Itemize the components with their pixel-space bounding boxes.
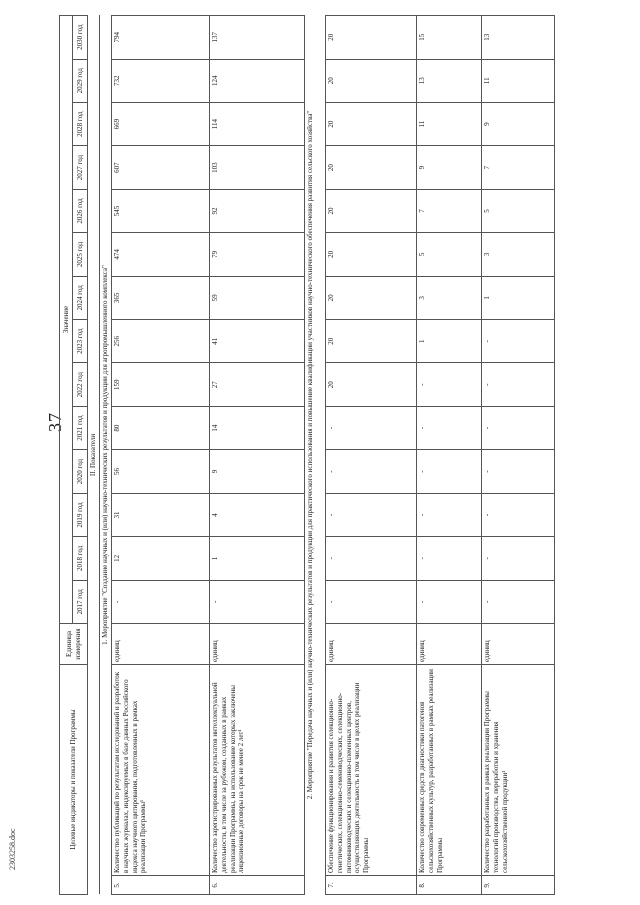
value-cell: 124 — [210, 59, 305, 102]
value-cell: - — [417, 580, 482, 623]
value-cell: 137 — [210, 16, 305, 60]
value-cell: 1 — [210, 537, 305, 580]
indicator-unit: единиц — [210, 624, 305, 665]
value-cell: 20 — [326, 59, 417, 102]
header-value: Значение — [60, 16, 73, 624]
year-header: 2029 год — [73, 59, 88, 102]
year-header: 2026 год — [73, 189, 88, 232]
indicator-unit: единиц — [326, 624, 417, 665]
value-cell: 31 — [112, 493, 210, 536]
indicator-unit: единиц — [112, 624, 210, 665]
year-header: 2017 год — [73, 580, 88, 623]
table-header-row — [60, 16, 73, 895]
value-cell: 27 — [210, 363, 305, 406]
value-cell: - — [417, 450, 482, 493]
value-cell: - — [482, 363, 555, 406]
indicator-name: Обеспечение функционирования и развития селекционно-генетических, селекционно-семеноводческих, селекционно-питомниководческих и селекционно-племенных центров, осуществляющих деятельность в том числе в целях реализации Программы — [326, 665, 417, 876]
value-cell: - — [417, 537, 482, 580]
year-header: 2021 год — [73, 406, 88, 449]
value-cell: - — [326, 406, 417, 449]
value-cell: - — [417, 363, 482, 406]
indicator-name: Количество разработанных в рамках реализации Программы технологий производства, переработки и хранения сельскохозяйственной продукции¹ — [482, 665, 555, 876]
row-number: 9. — [482, 876, 555, 895]
value-cell: 3 — [482, 233, 555, 276]
page-number: 37 — [45, 412, 65, 432]
value-cell: 20 — [326, 276, 417, 319]
value-cell: 41 — [210, 320, 305, 363]
value-cell: 474 — [112, 233, 210, 276]
year-header: 2024 год — [73, 276, 88, 319]
value-cell: 13 — [482, 16, 555, 60]
value-cell: 20 — [326, 102, 417, 145]
indicator-unit: единиц — [417, 624, 482, 665]
value-cell: - — [417, 406, 482, 449]
value-cell: - — [482, 320, 555, 363]
value-cell: 1 — [482, 276, 555, 319]
indicator-name: Количество публикаций по результатам исследований и разработок в научных журналах, индексируемых в базе данных Российского индекса научного цитирования, подготовленных в рамках реализации Программы¹ — [112, 665, 210, 876]
value-cell: 14 — [210, 406, 305, 449]
year-header: 2028 год — [73, 102, 88, 145]
value-cell: 3 — [417, 276, 482, 319]
value-cell: 545 — [112, 189, 210, 232]
indicators-table — [59, 15, 555, 895]
year-header: 2030 год — [73, 16, 88, 60]
value-cell: 7 — [482, 146, 555, 189]
year-header: 2018 год — [73, 537, 88, 580]
value-cell: 1 — [417, 320, 482, 363]
indicator-unit: единиц — [482, 624, 555, 665]
value-cell: - — [482, 537, 555, 580]
value-cell: - — [482, 450, 555, 493]
value-cell: 9 — [210, 450, 305, 493]
value-cell: - — [482, 406, 555, 449]
value-cell: - — [210, 580, 305, 623]
year-header: 2019 год — [73, 493, 88, 536]
measure-2-title: 2. Мероприятие "Передача научных и (или) научно-технических результатов и продукции для практического использования и повышение квалификации участников научно-технического обеспечения развития сельского хозяйства" — [305, 16, 326, 895]
measure-row — [305, 16, 326, 895]
value-cell: 59 — [210, 276, 305, 319]
header-indicator: Целевые индикаторы и показатели Программы — [60, 665, 88, 895]
table-row — [112, 16, 210, 895]
indicator-name: Количество зарегистрированных результатов интеллектуальной деятельности, в том числе за рубежом, созданных в рамках реализации Программы, на использование которых заключены лицензионные договоры на срок не менее 2 лет¹ — [210, 665, 305, 876]
table-row — [210, 16, 305, 895]
table-row — [326, 16, 417, 895]
row-number: 8. — [417, 876, 482, 895]
header-unit: Единица измерения — [60, 624, 88, 665]
value-cell: 12 — [112, 537, 210, 580]
value-cell: - — [417, 493, 482, 536]
value-cell: 20 — [326, 233, 417, 276]
row-number: 7. — [326, 876, 417, 895]
value-cell: 794 — [112, 16, 210, 60]
year-header: 2020 год — [73, 450, 88, 493]
value-cell: - — [482, 580, 555, 623]
value-cell: 15 — [417, 16, 482, 60]
table-row — [417, 16, 482, 895]
value-cell: 669 — [112, 102, 210, 145]
year-header: 2023 год — [73, 320, 88, 363]
measure-row — [100, 16, 112, 895]
value-cell: 20 — [326, 146, 417, 189]
value-cell: 13 — [417, 59, 482, 102]
value-cell: 159 — [112, 363, 210, 406]
value-cell: 732 — [112, 59, 210, 102]
document-code: 2303258.doc — [8, 828, 17, 870]
year-header: 2025 год — [73, 233, 88, 276]
value-cell: 114 — [210, 102, 305, 145]
value-cell: 607 — [112, 146, 210, 189]
section-title: II. Показатели — [88, 16, 100, 895]
rotated-table-container — [59, 15, 589, 895]
row-number: 5. — [112, 876, 210, 895]
value-cell: - — [326, 537, 417, 580]
value-cell: - — [326, 493, 417, 536]
value-cell: 9 — [482, 102, 555, 145]
value-cell: - — [326, 580, 417, 623]
value-cell: 20 — [326, 363, 417, 406]
value-cell: 5 — [417, 233, 482, 276]
value-cell: 103 — [210, 146, 305, 189]
indicator-name: Количество современных средств диагностики патогенов сельскохозяйственных культур, разработанных в рамках реализации Программы — [417, 665, 482, 876]
value-cell: - — [482, 493, 555, 536]
value-cell: 11 — [482, 59, 555, 102]
year-header: 2027 год — [73, 146, 88, 189]
value-cell: 365 — [112, 276, 210, 319]
value-cell: 20 — [326, 189, 417, 232]
value-cell: 256 — [112, 320, 210, 363]
value-cell: 79 — [210, 233, 305, 276]
value-cell: 20 — [326, 16, 417, 60]
value-cell: 5 — [482, 189, 555, 232]
year-header: 2022 год — [73, 363, 88, 406]
row-number: 6. — [210, 876, 305, 895]
value-cell: 4 — [210, 493, 305, 536]
table-row — [482, 16, 555, 895]
value-cell: 7 — [417, 189, 482, 232]
value-cell: 56 — [112, 450, 210, 493]
value-cell: 20 — [326, 320, 417, 363]
measure-1-title: 1. Мероприятие "Создание научных и (или) научно-технических результатов и продукции для агропромышленного комплекса" — [100, 16, 112, 895]
value-cell: 9 — [417, 146, 482, 189]
value-cell: 92 — [210, 189, 305, 232]
value-cell: - — [112, 580, 210, 623]
value-cell: 80 — [112, 406, 210, 449]
section-title-row — [88, 16, 100, 895]
value-cell: - — [326, 450, 417, 493]
value-cell: 11 — [417, 102, 482, 145]
